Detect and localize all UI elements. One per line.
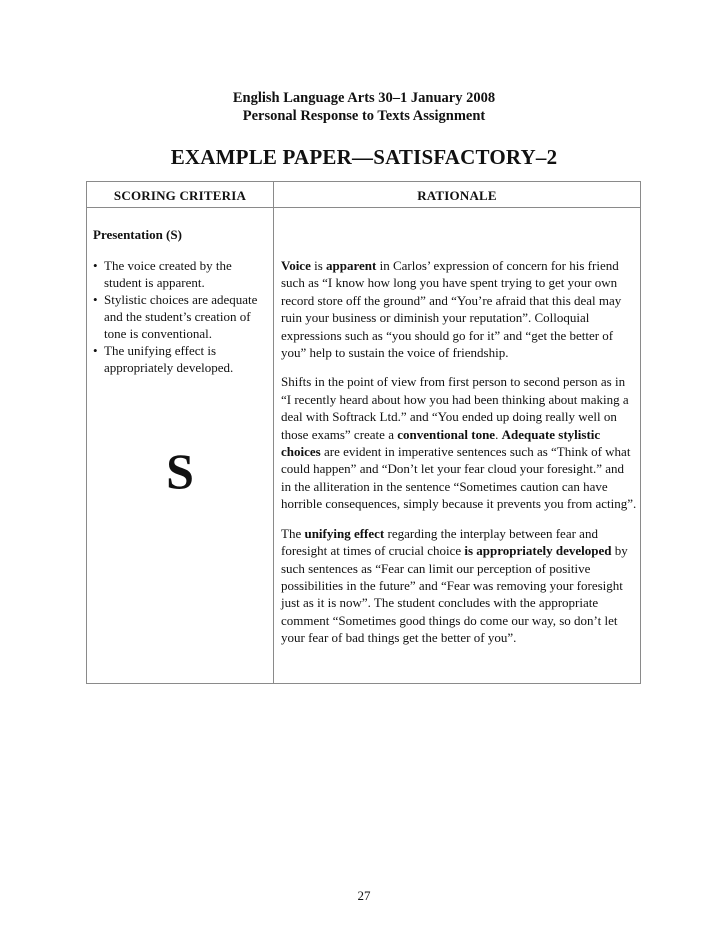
rationale-text: .: [495, 426, 502, 442]
column-divider: [273, 182, 274, 683]
criteria-item: • The voice created by the student is apparent.: [93, 257, 269, 291]
rationale-text: regarding the interplay between fear and foresight at times of crucial choice: [281, 525, 598, 559]
rationale-text: Shifts in the point of view from first person to second person as in “I recently heard about how you had been thinking about making a deal with Softrack Ltd.” and “You ended up doing really well on those exams” create a: [281, 374, 629, 442]
rationale-paragraph-2: [281, 373, 637, 512]
rationale-emphasis: conventional tone: [397, 426, 496, 442]
rationale-paragraph-3: [281, 525, 637, 647]
rationale-paragraph-1: [281, 257, 637, 361]
criteria-cell: [93, 226, 269, 376]
scoring-criteria-header: SCORING CRITERIA: [113, 188, 247, 203]
section-title: Presentation (S): [93, 227, 182, 242]
criteria-list: [93, 257, 269, 376]
rationale-text: are evident in imperative sentences such as “Think of what could happen” and “Don’t let your fear cloud your foresight.” and in the alliteration in the sentence “Sometimes caution can have horrible consequences, simply because it prevents you from acting”.: [281, 444, 637, 512]
rationale-emphasis: is appropriately developed: [464, 543, 612, 559]
rationale-text: is: [310, 258, 327, 273]
rationale-text: by such sentences as “Fear can limit our perception of positive possibilities in the future” and “Fear was removing your foresight just as it is now”. The student concludes with the appropriate comment “Sometimes good things do come our way, so don’t let your fear of bad things get the better of you”.: [281, 543, 628, 646]
rationale-text: in Carlos’ expression of concern for his friend such as “I know how long you have spent trying to get your own record store off the ground” and “You’re afraid that this deal may ruin your business or diminish your reputation”. Colloquial expressions such as “you should go for it” and “get the better of you” help to sustain the voice of friendship.: [281, 258, 622, 361]
criteria-item: • Stylistic choices are adequate and the student’s creation of tone is conventional.: [93, 291, 269, 342]
rationale-emphasis: Voice: [281, 258, 311, 273]
rationale-text: The: [281, 525, 305, 541]
header-line-2: Personal Response to Texts Assignment: [242, 108, 486, 124]
rationale-header: RATIONALE: [417, 188, 497, 203]
header-line-1: English Language Arts 30–1 January 2008: [232, 90, 496, 106]
criteria-item: • The unifying effect is appropriately developed.: [93, 342, 269, 376]
rationale-emphasis: apparent: [326, 258, 377, 273]
rationale-cell: [281, 257, 637, 659]
rationale-emphasis: unifying effect: [304, 525, 385, 541]
page-number: 27: [357, 888, 371, 903]
page-title: EXAMPLE PAPER—SATISFACTORY–2: [170, 145, 558, 169]
score-letter: S: [166, 443, 194, 499]
scoring-table: [86, 181, 641, 684]
rationale-emphasis: Adequate stylistic choices: [281, 426, 601, 460]
header-rule: [87, 207, 640, 208]
